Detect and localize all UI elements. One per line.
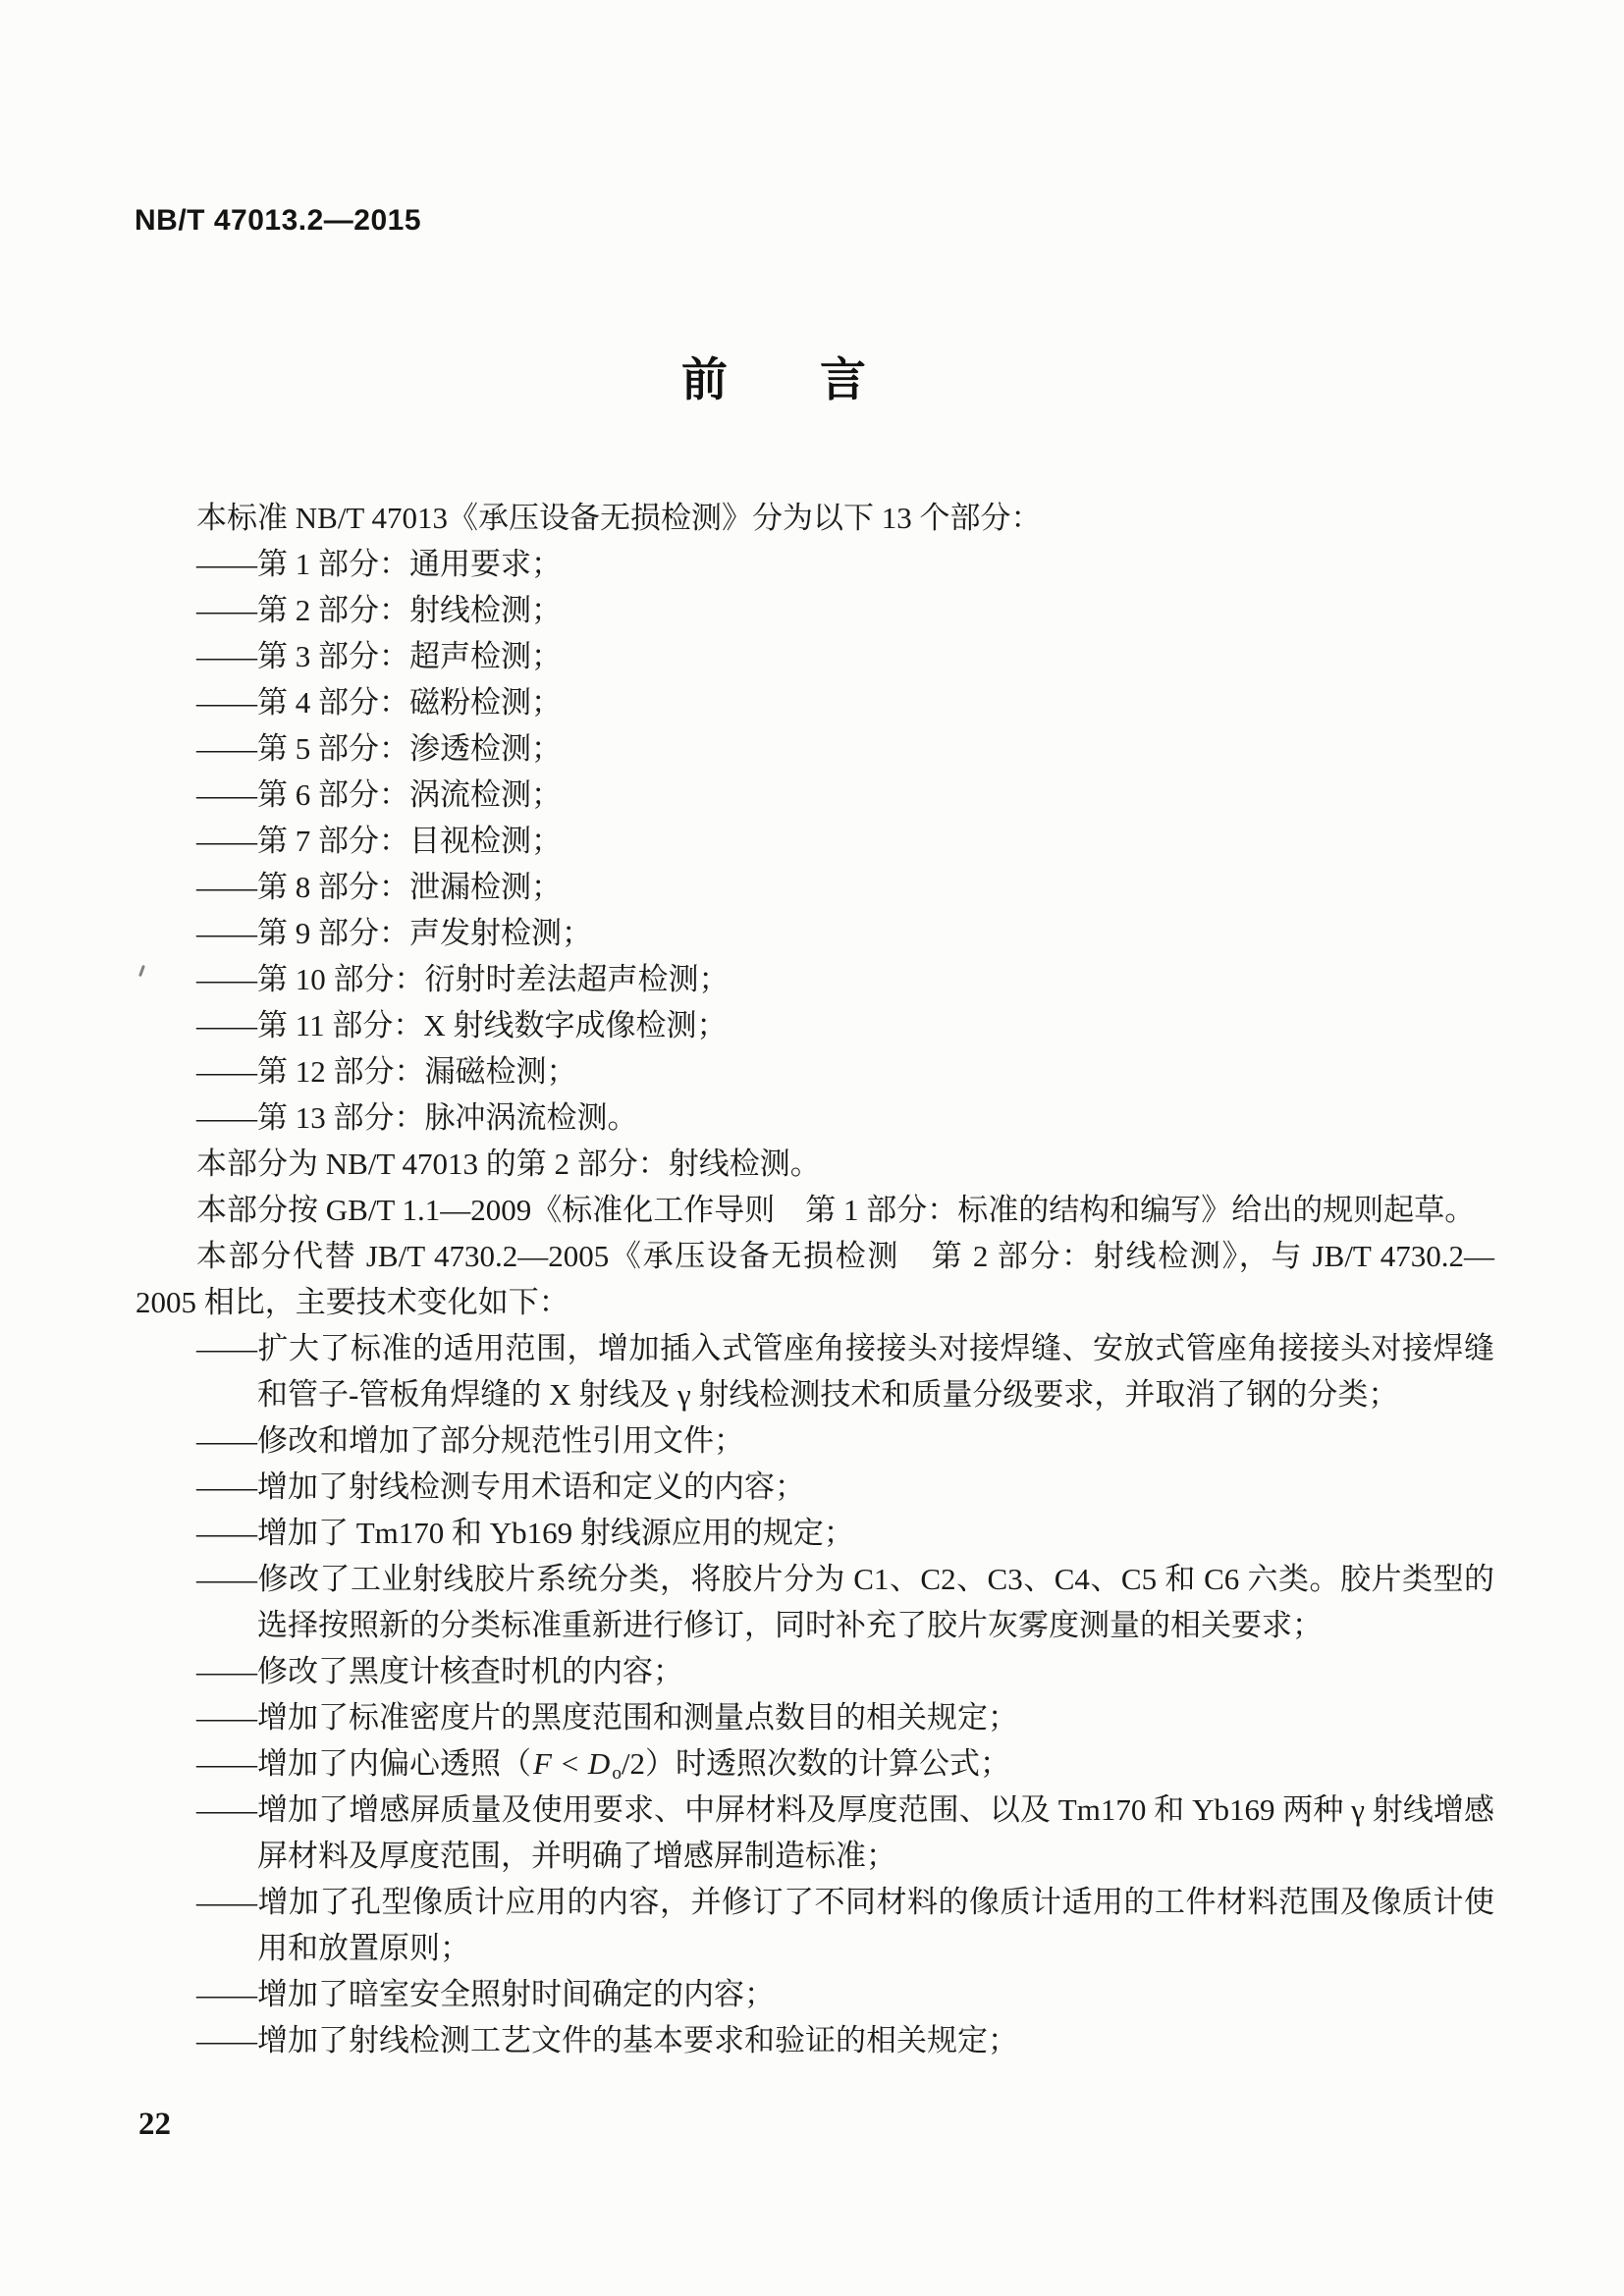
page-number: 22 bbox=[138, 2107, 171, 2142]
change-text: ——修改了黑度计核查时机的内容； bbox=[196, 1654, 683, 1688]
change-item bbox=[135, 1694, 1494, 1740]
part-item: ——第 9 部分：声发射检测； bbox=[196, 916, 592, 950]
change-item bbox=[135, 1510, 1494, 1556]
change-item bbox=[135, 1556, 1494, 1648]
change-text: /2）时透照次数的计算公式； bbox=[621, 1746, 1011, 1781]
change-item bbox=[135, 1325, 1494, 1417]
change-item bbox=[135, 1879, 1494, 1971]
parts-list bbox=[135, 541, 1494, 1141]
changes-list bbox=[135, 1325, 1494, 2063]
formula-variable: F bbox=[533, 1746, 552, 1781]
foreword-paragraph: 本部分代替 JB/T 4730.2—2005《承压设备无损检测 第 2 部分：射线检测》，与 JB/T 4730.2—2005 相比，主要技术变化如下： bbox=[135, 1239, 1494, 1319]
change-text: ——增加了孔型像质计应用的内容，并修订了不同材料的像质计适用的工件材料范围及像质计使用和放置原则； bbox=[196, 1885, 1494, 1965]
change-text: ——增加了标准密度片的黑度范围和测量点数目的相关规定； bbox=[196, 1700, 1018, 1735]
change-item bbox=[135, 2017, 1494, 2063]
paragraph-group bbox=[135, 1141, 1494, 1325]
change-text: ——增加了增感屏质量及使用要求、中屏材料及厚度范围、以及 Tm170 和 Yb169 两种 γ 射线增感屏材料及厚度范围，并明确了增感屏制造标准； bbox=[196, 1792, 1494, 1873]
part-item: ——第 3 部分：超声检测； bbox=[196, 639, 562, 673]
part-item: ——第 10 部分：衍射时差法超声检测； bbox=[196, 962, 730, 996]
change-text: ——增加了射线检测工艺文件的基本要求和验证的相关规定； bbox=[196, 2023, 1018, 2057]
change-item bbox=[135, 1740, 1494, 1787]
part-item: ——第 13 部分：脉冲涡流检测。 bbox=[196, 1100, 638, 1135]
change-item bbox=[135, 1464, 1494, 1510]
foreword-paragraph: 本部分为 NB/T 47013 的第 2 部分：射线检测。 bbox=[196, 1147, 821, 1181]
change-text: ——扩大了标准的适用范围，增加插入式管座角接接头对接焊缝、安放式管座角接接头对接焊缝和管子-管板角焊缝的 X 射线及 γ 射线检测技术和质量分级要求，并取消了钢的分类； bbox=[196, 1331, 1494, 1412]
standard-code: NB/T 47013.2—2015 bbox=[135, 204, 422, 237]
change-item bbox=[135, 1787, 1494, 1879]
foreword-paragraph: 本部分按 GB/T 1.1—2009《标准化工作导则 第 1 部分：标准的结构和编写》给出的规则起草。 bbox=[196, 1193, 1476, 1227]
change-item bbox=[135, 1648, 1494, 1694]
formula-subscript: o bbox=[612, 1762, 622, 1784]
formula-variable: D bbox=[587, 1746, 611, 1781]
change-text: ——增加了内偏心透照（ bbox=[196, 1746, 531, 1781]
part-item: ——第 2 部分：射线检测； bbox=[196, 593, 562, 627]
change-item bbox=[135, 1971, 1494, 2017]
intro-paragraph: 本标准 NB/T 47013《承压设备无损检测》分为以下 13 个部分： bbox=[196, 501, 1042, 535]
part-item: ——第 8 部分：泄漏检测； bbox=[196, 870, 562, 904]
part-item: ——第 1 部分：通用要求； bbox=[196, 547, 562, 581]
foreword-title: 前 言 bbox=[681, 355, 866, 406]
change-text: ——增加了暗室安全照射时间确定的内容； bbox=[196, 1977, 775, 2011]
part-item: ——第 6 部分：涡流检测； bbox=[196, 777, 562, 812]
change-text: < bbox=[553, 1746, 586, 1781]
part-item: ——第 5 部分：渗透检测； bbox=[196, 731, 562, 766]
part-item: ——第 11 部分：X 射线数字成像检测； bbox=[196, 1008, 728, 1042]
change-item bbox=[135, 1417, 1494, 1464]
foreword-body bbox=[135, 495, 1494, 2063]
change-text: ——增加了 Tm170 和 Yb169 射线源应用的规定； bbox=[196, 1516, 854, 1550]
change-text: ——修改和增加了部分规范性引用文件； bbox=[196, 1423, 744, 1458]
change-text: ——增加了射线检测专用术语和定义的内容； bbox=[196, 1469, 805, 1504]
part-item: ——第 12 部分：漏磁检测； bbox=[196, 1054, 577, 1089]
change-text: ——修改了工业射线胶片系统分类，将胶片分为 C1、C2、C3、C4、C5 和 C6 六类。胶片类型的选择按照新的分类标准重新进行修订，同时补充了胶片灰雾度测量的相关要求； bbox=[196, 1562, 1494, 1642]
part-item: ——第 4 部分：磁粉检测； bbox=[196, 685, 562, 720]
part-item: ——第 7 部分：目视检测； bbox=[196, 824, 562, 858]
